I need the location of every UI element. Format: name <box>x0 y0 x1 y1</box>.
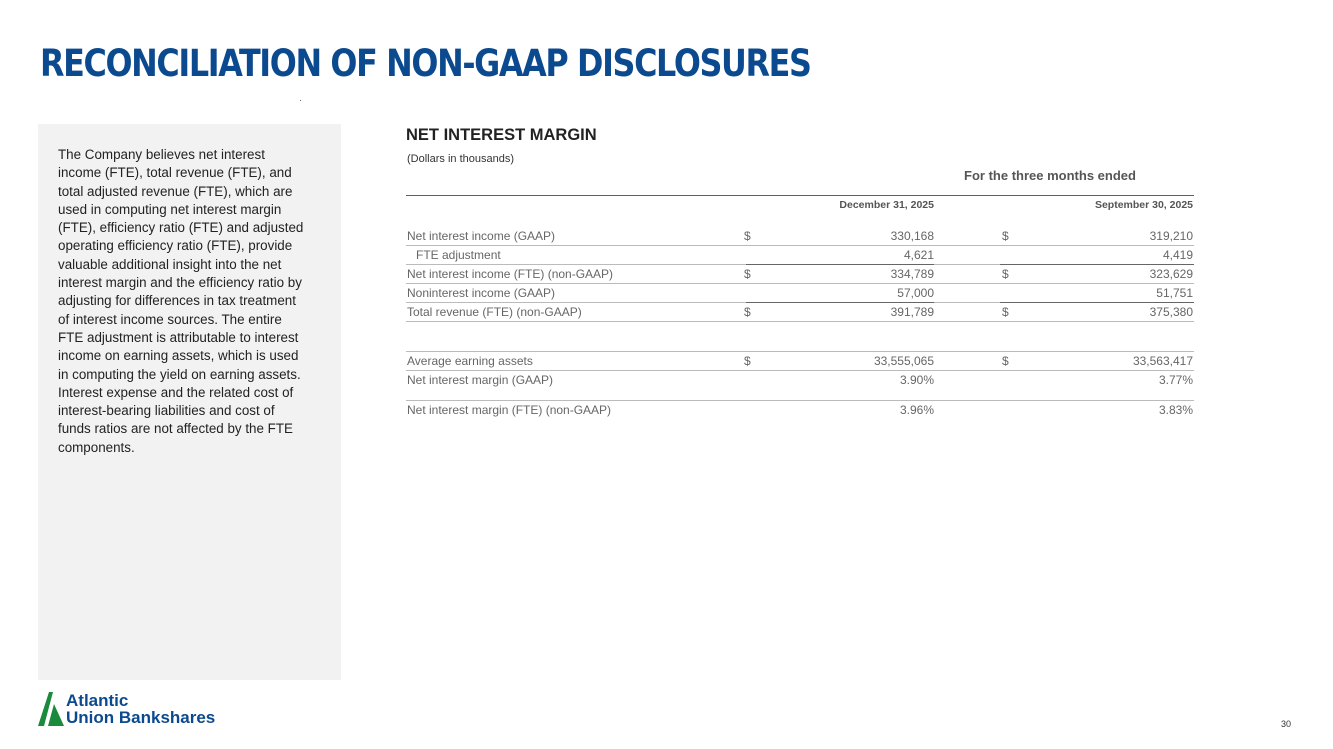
row-label: Average earning assets <box>407 354 533 368</box>
logo-wordmark <box>66 692 215 726</box>
table-row <box>406 264 1194 283</box>
currency-symbol: $ <box>1002 267 1009 281</box>
currency-symbol: $ <box>744 229 751 243</box>
row-label: Net interest margin (FTE) (non-GAAP) <box>407 403 612 417</box>
table-row <box>406 245 1194 264</box>
row-rule <box>406 321 1194 322</box>
currency-symbol: $ <box>1002 229 1009 243</box>
row-value-sep: 323,629 <box>1149 267 1193 281</box>
row-value-dec: 3.96% <box>899 403 934 417</box>
row-value-sep: 4,419 <box>1162 248 1193 262</box>
table-row <box>406 283 1194 302</box>
logo-line-2: Union Bankshares <box>66 708 216 727</box>
row-value-dec: 4,621 <box>903 248 934 262</box>
row-label: Total revenue (FTE) (non-GAAP) <box>407 305 582 319</box>
row-value-sep: 3.83% <box>1158 403 1193 417</box>
table-row <box>406 302 1194 321</box>
header-rule <box>406 195 1194 196</box>
table-row <box>406 351 1194 370</box>
row-value-sep: 3.77% <box>1158 373 1193 387</box>
company-logo <box>38 690 268 732</box>
row-value-dec: 330,168 <box>890 229 934 243</box>
sidebar-panel <box>38 124 341 680</box>
table-title: NET INTEREST MARGIN <box>406 126 597 144</box>
row-value-sep: 319,210 <box>1149 229 1193 243</box>
page-number: 30 <box>1281 719 1292 729</box>
logo-line-1: Atlantic <box>66 691 129 710</box>
divider-dot <box>300 100 301 101</box>
currency-symbol: $ <box>1002 305 1009 319</box>
row-value-sep: 33,563,417 <box>1132 354 1193 368</box>
row-value-dec: 57,000 <box>897 286 934 300</box>
row-value-dec: 3.90% <box>899 373 934 387</box>
row-value-dec: 33,555,065 <box>873 354 934 368</box>
period-header: For the three months ended <box>964 168 1136 183</box>
table-row <box>406 400 1194 419</box>
column-header-dec: December 31, 2025 <box>839 199 934 211</box>
currency-symbol: $ <box>744 267 751 281</box>
page-title: RECONCILIATION OF NON-GAAP DISCLOSURES <box>40 42 811 85</box>
row-label: FTE adjustment <box>416 248 501 262</box>
table-units: (Dollars in thousands) <box>407 153 514 165</box>
row-value-sep: 375,380 <box>1149 305 1193 319</box>
column-header-sep: September 30, 2025 <box>1094 199 1193 211</box>
row-label: Net interest income (GAAP) <box>407 229 556 243</box>
currency-symbol: $ <box>1002 354 1009 368</box>
row-value-sep: 51,751 <box>1156 286 1193 300</box>
currency-symbol: $ <box>744 305 751 319</box>
row-value-dec: 334,789 <box>890 267 934 281</box>
currency-symbol: $ <box>744 354 751 368</box>
row-label: Net interest margin (GAAP) <box>407 373 554 387</box>
logo-mark-icon <box>38 692 64 726</box>
table-row <box>406 226 1194 245</box>
row-value-dec: 391,789 <box>890 305 934 319</box>
row-label: Net interest income (FTE) (non-GAAP) <box>407 267 614 281</box>
row-label: Noninterest income (GAAP) <box>407 286 556 300</box>
table-row <box>406 370 1194 389</box>
sidebar-description: The Company believes net interest income (FTE), total revenue (FTE), and total adjusted revenue (FTE), which are used in computing net interest margin (FTE), efficiency ratio (FTE) and adjusted operating efficiency ratio (FTE), provide valuable additional insight into the net interest margin and the efficiency ratio by adjusting for differences in tax treatment of interest income sources. The entire FTE adjustment is attributable to interest income on earning assets, which is used in computing the yield on earning assets. Interest expense and the related cost of interest-bearing liabilities and cost of funds ratios are not affected by the FTE components. <box>58 147 304 455</box>
